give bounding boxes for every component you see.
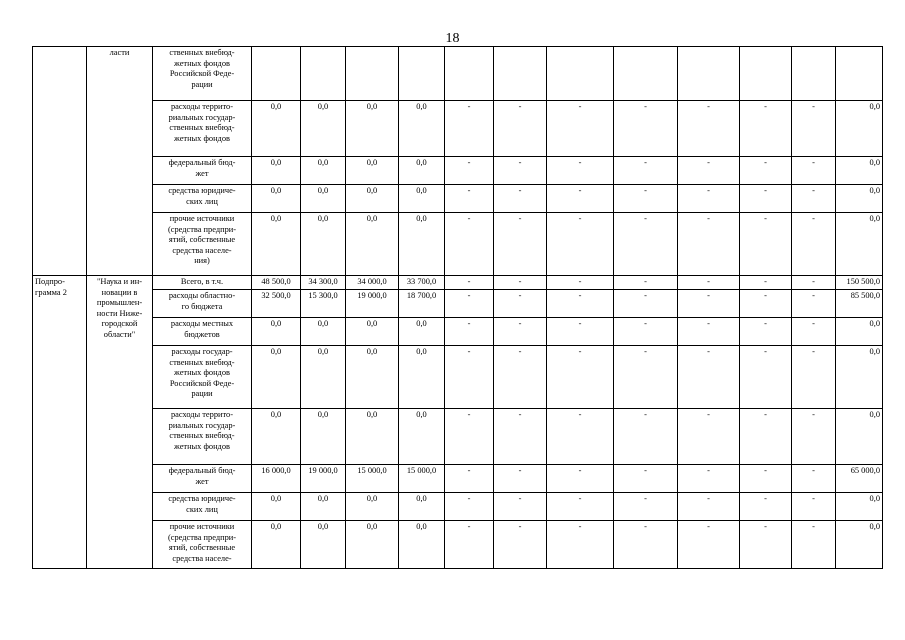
- table-row: [33, 521, 883, 569]
- amount-cell: 0,0: [252, 213, 301, 276]
- table-row: [33, 465, 883, 493]
- total-cell: 0,0: [836, 157, 883, 185]
- amount-cell: 0,0: [252, 409, 301, 465]
- dash-cell: -: [547, 290, 614, 318]
- dash-cell: -: [740, 213, 792, 276]
- amount-cell: 0,0: [252, 185, 301, 213]
- amount-cell: 0,0: [346, 318, 399, 346]
- amount-cell: 0,0: [252, 318, 301, 346]
- dash-cell: -: [740, 493, 792, 521]
- dash-cell: -: [445, 521, 494, 569]
- amount-cell: [399, 47, 445, 101]
- dash-cell: -: [678, 465, 740, 493]
- table-row: [33, 318, 883, 346]
- dash-cell: -: [792, 276, 836, 290]
- program-name-cell: ласти: [87, 47, 153, 276]
- dash-cell: -: [614, 276, 678, 290]
- amount-cell: 0,0: [252, 493, 301, 521]
- amount-cell: 0,0: [346, 101, 399, 157]
- dash-cell: -: [740, 465, 792, 493]
- dash-cell: -: [678, 213, 740, 276]
- dash-cell: -: [614, 318, 678, 346]
- amount-cell: 0,0: [252, 346, 301, 409]
- dash-cell: -: [547, 409, 614, 465]
- amount-cell: 0,0: [301, 185, 346, 213]
- amount-cell: 0,0: [399, 409, 445, 465]
- dash-cell: -: [614, 521, 678, 569]
- budget-table: [32, 46, 883, 569]
- funding-source-cell: федеральный бюд- жет: [153, 465, 252, 493]
- dash-cell: -: [494, 101, 547, 157]
- dash-cell: -: [547, 521, 614, 569]
- dash-cell: -: [445, 213, 494, 276]
- dash-cell: -: [678, 409, 740, 465]
- total-cell: 150 500,0: [836, 276, 883, 290]
- amount-cell: 0,0: [301, 318, 346, 346]
- dash-cell: -: [792, 318, 836, 346]
- funding-source-cell: расходы областно- го бюджета: [153, 290, 252, 318]
- amount-cell: 0,0: [346, 185, 399, 213]
- dash-cell: -: [494, 465, 547, 493]
- total-cell: 0,0: [836, 346, 883, 409]
- dash-cell: -: [678, 276, 740, 290]
- amount-cell: 34 000,0: [346, 276, 399, 290]
- table-row: [33, 47, 883, 101]
- dash-cell: -: [740, 318, 792, 346]
- dash-cell: -: [614, 213, 678, 276]
- amount-cell: 0,0: [399, 346, 445, 409]
- amount-cell: 19 000,0: [301, 465, 346, 493]
- dash-cell: -: [547, 346, 614, 409]
- amount-cell: 0,0: [346, 521, 399, 569]
- dash-cell: -: [678, 290, 740, 318]
- amount-cell: [346, 47, 399, 101]
- dash-cell: [547, 47, 614, 101]
- dash-cell: -: [740, 346, 792, 409]
- dash-cell: [678, 47, 740, 101]
- total-cell: 0,0: [836, 318, 883, 346]
- dash-cell: -: [614, 157, 678, 185]
- dash-cell: [614, 47, 678, 101]
- amount-cell: 0,0: [301, 157, 346, 185]
- total-cell: [836, 47, 883, 101]
- dash-cell: -: [494, 318, 547, 346]
- dash-cell: -: [614, 493, 678, 521]
- amount-cell: 15 000,0: [399, 465, 445, 493]
- dash-cell: -: [678, 346, 740, 409]
- amount-cell: 15 000,0: [346, 465, 399, 493]
- dash-cell: -: [792, 101, 836, 157]
- dash-cell: -: [792, 346, 836, 409]
- dash-cell: -: [494, 346, 547, 409]
- program-label-cell: [33, 47, 87, 276]
- amount-cell: 32 500,0: [252, 290, 301, 318]
- amount-cell: 0,0: [301, 493, 346, 521]
- amount-cell: 0,0: [399, 521, 445, 569]
- dash-cell: -: [678, 157, 740, 185]
- funding-source-cell: прочие источники (средства предпри- ятий, собственные средства населе- ния): [153, 213, 252, 276]
- table-row: [33, 213, 883, 276]
- dash-cell: -: [740, 157, 792, 185]
- funding-source-cell: ственных внебюд- жетных фондов Российской Феде- рации: [153, 47, 252, 101]
- dash-cell: -: [494, 409, 547, 465]
- dash-cell: -: [547, 157, 614, 185]
- amount-cell: 19 000,0: [346, 290, 399, 318]
- amount-cell: 0,0: [301, 409, 346, 465]
- dash-cell: -: [445, 318, 494, 346]
- dash-cell: -: [547, 185, 614, 213]
- total-cell: 0,0: [836, 521, 883, 569]
- funding-source-cell: прочие источники (средства предпри- ятий, собственные средства населе-: [153, 521, 252, 569]
- funding-source-cell: расходы местных бюджетов: [153, 318, 252, 346]
- dash-cell: -: [547, 213, 614, 276]
- dash-cell: -: [494, 290, 547, 318]
- amount-cell: 34 300,0: [301, 276, 346, 290]
- amount-cell: 0,0: [346, 157, 399, 185]
- dash-cell: -: [678, 185, 740, 213]
- dash-cell: -: [614, 101, 678, 157]
- dash-cell: [445, 47, 494, 101]
- amount-cell: 18 700,0: [399, 290, 445, 318]
- amount-cell: 0,0: [399, 157, 445, 185]
- total-cell: 85 500,0: [836, 290, 883, 318]
- dash-cell: -: [792, 213, 836, 276]
- amount-cell: 0,0: [399, 185, 445, 213]
- table-row: [33, 346, 883, 409]
- amount-cell: 0,0: [252, 157, 301, 185]
- table-row: [33, 409, 883, 465]
- dash-cell: -: [792, 157, 836, 185]
- dash-cell: -: [792, 290, 836, 318]
- amount-cell: 33 700,0: [399, 276, 445, 290]
- amount-cell: 0,0: [301, 101, 346, 157]
- total-cell: 0,0: [836, 409, 883, 465]
- dash-cell: [740, 47, 792, 101]
- table-row: [33, 185, 883, 213]
- program-label-cell: Подпро- грамма 2: [33, 276, 87, 569]
- dash-cell: -: [494, 185, 547, 213]
- dash-cell: -: [445, 409, 494, 465]
- dash-cell: -: [547, 493, 614, 521]
- amount-cell: 0,0: [399, 493, 445, 521]
- amount-cell: 0,0: [301, 521, 346, 569]
- dash-cell: -: [445, 185, 494, 213]
- total-cell: 65 000,0: [836, 465, 883, 493]
- table-row: [33, 290, 883, 318]
- dash-cell: -: [678, 521, 740, 569]
- table-row: [33, 157, 883, 185]
- dash-cell: -: [792, 409, 836, 465]
- funding-source-cell: средства юридиче- ских лиц: [153, 493, 252, 521]
- funding-source-cell: Всего, в т.ч.: [153, 276, 252, 290]
- dash-cell: -: [494, 157, 547, 185]
- amount-cell: 16 000,0: [252, 465, 301, 493]
- amount-cell: 0,0: [301, 213, 346, 276]
- amount-cell: [301, 47, 346, 101]
- dash-cell: -: [740, 101, 792, 157]
- dash-cell: -: [740, 409, 792, 465]
- funding-source-cell: расходы террито- риальных государ- ственных внебюд- жетных фондов: [153, 101, 252, 157]
- dash-cell: -: [740, 521, 792, 569]
- dash-cell: -: [445, 346, 494, 409]
- dash-cell: -: [678, 101, 740, 157]
- dash-cell: -: [792, 465, 836, 493]
- amount-cell: 0,0: [346, 346, 399, 409]
- dash-cell: -: [740, 185, 792, 213]
- dash-cell: -: [740, 290, 792, 318]
- dash-cell: -: [614, 185, 678, 213]
- dash-cell: -: [494, 493, 547, 521]
- page-number: 18: [445, 31, 460, 46]
- dash-cell: -: [445, 465, 494, 493]
- dash-cell: -: [792, 493, 836, 521]
- table-row: [33, 493, 883, 521]
- amount-cell: [252, 47, 301, 101]
- amount-cell: 48 500,0: [252, 276, 301, 290]
- amount-cell: 0,0: [301, 346, 346, 409]
- dash-cell: -: [678, 493, 740, 521]
- dash-cell: -: [445, 276, 494, 290]
- dash-cell: -: [445, 157, 494, 185]
- total-cell: 0,0: [836, 185, 883, 213]
- dash-cell: -: [614, 346, 678, 409]
- dash-cell: -: [445, 101, 494, 157]
- dash-cell: -: [494, 276, 547, 290]
- dash-cell: -: [614, 290, 678, 318]
- dash-cell: -: [740, 276, 792, 290]
- dash-cell: -: [614, 465, 678, 493]
- dash-cell: -: [494, 521, 547, 569]
- amount-cell: 0,0: [252, 101, 301, 157]
- total-cell: 0,0: [836, 101, 883, 157]
- amount-cell: 15 300,0: [301, 290, 346, 318]
- total-cell: 0,0: [836, 213, 883, 276]
- amount-cell: 0,0: [346, 409, 399, 465]
- dash-cell: -: [445, 290, 494, 318]
- amount-cell: 0,0: [399, 101, 445, 157]
- budget-table-body: [33, 47, 883, 569]
- amount-cell: 0,0: [346, 213, 399, 276]
- dash-cell: [792, 47, 836, 101]
- program-name-cell: "Наука и ин- новации в промышлен- ности Ниже- городской области": [87, 276, 153, 569]
- funding-source-cell: расходы террито- риальных государ- ственных внебюд- жетных фондов: [153, 409, 252, 465]
- dash-cell: -: [792, 521, 836, 569]
- amount-cell: 0,0: [399, 213, 445, 276]
- amount-cell: 0,0: [252, 521, 301, 569]
- dash-cell: -: [494, 213, 547, 276]
- dash-cell: -: [547, 276, 614, 290]
- dash-cell: -: [445, 493, 494, 521]
- dash-cell: -: [678, 318, 740, 346]
- table-row: [33, 276, 883, 290]
- dash-cell: -: [614, 409, 678, 465]
- dash-cell: -: [547, 101, 614, 157]
- table-row: [33, 101, 883, 157]
- dash-cell: [494, 47, 547, 101]
- dash-cell: -: [547, 318, 614, 346]
- funding-source-cell: расходы государ- ственных внебюд- жетных фондов Российской Феде- рации: [153, 346, 252, 409]
- dash-cell: -: [547, 465, 614, 493]
- funding-source-cell: средства юридиче- ских лиц: [153, 185, 252, 213]
- funding-source-cell: федеральный бюд- жет: [153, 157, 252, 185]
- amount-cell: 0,0: [399, 318, 445, 346]
- dash-cell: -: [792, 185, 836, 213]
- amount-cell: 0,0: [346, 493, 399, 521]
- total-cell: 0,0: [836, 493, 883, 521]
